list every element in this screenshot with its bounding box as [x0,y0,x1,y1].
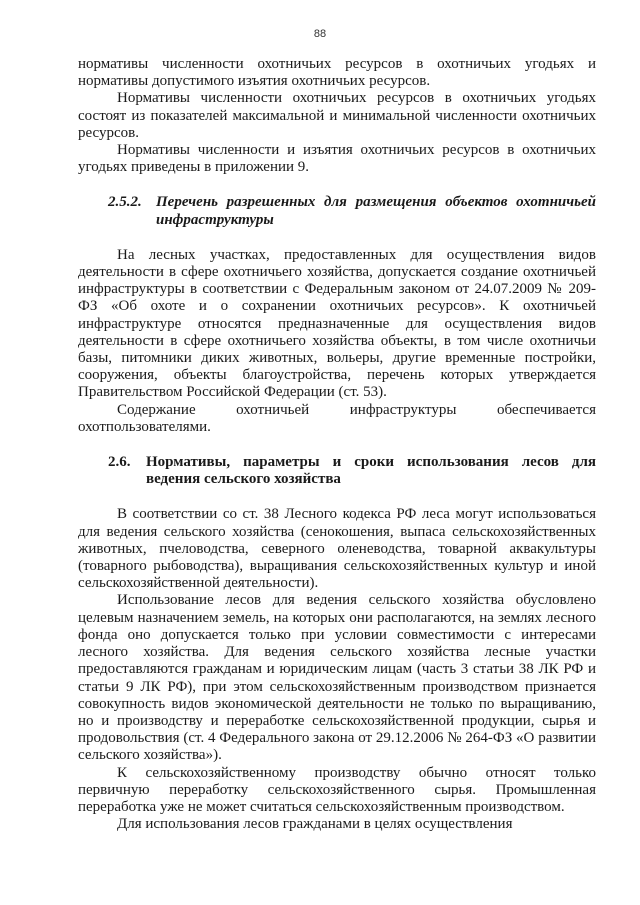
section-heading-2-6 [78,454,596,488]
paragraph: Нормативы численности охотничьих ресурсов в охотничьих угодьях состоят из показателей максимальной и минимальной численности охотничьих ресурсов. [78,90,596,141]
section-title: Нормативы, параметры и сроки использования лесов для ведения сельского хозяйства [146,454,596,488]
paragraph: Использование лесов для ведения сельского хозяйства обусловлено целевым назначением земель, на которых они располагаются, на землях лесного фонда оно допускается только при условии совместимости с интересами лесного хозяйства. Для ведения сельского хозяйства лесные участки предоставляются гражданам и юридическим лицам (часть 3 статьи 38 ЛК РФ и статьи 9 ЛК РФ), при этом сельскохозяйственным производством признается совокупность видов экономической деятельности не только по выращиванию, но и производству и переработке сельскохозяйственной продукции, сырья и продовольствия (ст. 4 Федерального закона от 29.12.2006 № 264-ФЗ «О развитии сельского хозяйства»). [78,592,596,764]
paragraph: Содержание охотничьей инфраструктуры обеспечивается охотпользователями. [78,401,596,435]
section-title: Перечень разрешенных для размещения объектов охотничьей инфраструктуры [156,194,596,228]
section-number: 2.6. [108,454,131,471]
section-heading-2-5-2 [78,194,596,228]
paragraph: В соответствии со ст. 38 Лесного кодекса РФ леса могут использоваться для ведения сельского хозяйства (сенокошения, выпаса сельскохозяйственных животных, пчеловодства, северного оленеводства, товарной аквакультуры (товарного рыбоводства), выращивания сельскохозяйственных культур и иной сельскохозяйственной деятельности). [78,506,596,592]
paragraph: К сельскохозяйственному производству обычно относят только первичную переработку сельскохозяйственного сырья. Промышленная переработка уже не может считаться сельскохозяйственным производством. [78,764,596,815]
paragraph: Для использования лесов гражданами в целях осуществления [117,816,513,833]
paragraph: нормативы численности охотничьих ресурсов в охотничьих угодьях и нормативы допустимого изъятия охотничьих ресурсов. [78,56,596,90]
document-body [78,56,596,833]
section-number: 2.5.2. [108,194,142,211]
paragraph: На лесных участках, предоставленных для осуществления видов деятельности в сфере охотничьего хозяйства, допускается создание охотничьей инфраструктуры в соответствии с Федеральным законом от 24.07.2009 № 209-ФЗ «Об охоте и о сохранении охотничьих ресурсов». К охотничьей инфраструктуре относятся предназначенные для осуществления видов деятельности в сфере охотничьего хозяйства объекты, в том числе охотничьи базы, питомники диких животных, вольеры, другие временные постройки, сооружения, объекты благоустройства, перечень которых утверждается Правительством Российской Федерации (ст. 53). [78,246,596,401]
paragraph: Нормативы численности и изъятия охотничьих ресурсов в охотничьих угодьях приведены в приложении 9. [78,142,596,176]
page-number: 88 [313,28,327,40]
